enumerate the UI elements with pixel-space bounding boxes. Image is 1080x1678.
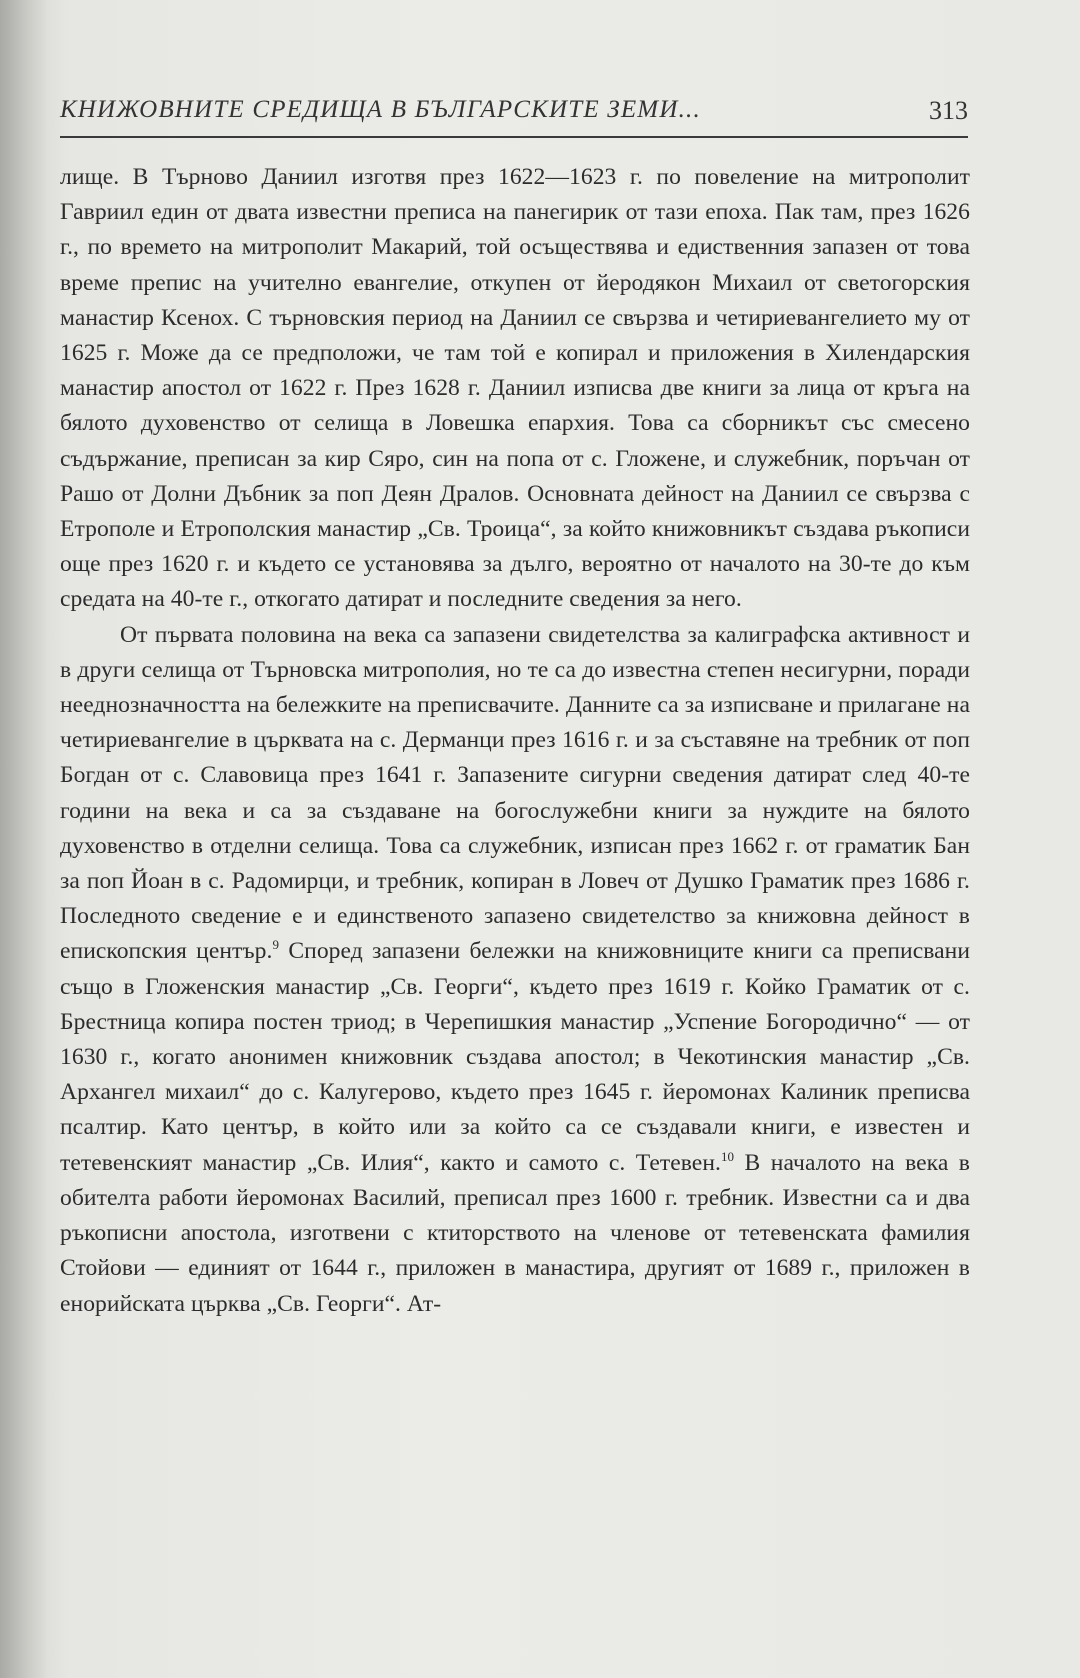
running-head: КНИЖОВНИТЕ СРЕДИЩА В БЪЛГАРСКИТЕ ЗЕМИ...	[60, 96, 701, 123]
gutter-shadow	[0, 0, 48, 1678]
body-text	[60, 160, 970, 1322]
paragraph-2-part-1: От първата половина на века са запазени свидетелства за калиграфска активност и в други селища от Търновска митрополия, но те са до известна степен несигурни, поради нееднозначността на бележките на преписвачите. Данните са за изписване и прилагане на четириевангелие в църквата на с. Дерманци през 1616 г. и за съставяне на требник от поп Богдан от с. Славовица през 1641 г. Запазените сигурни сведения датират след 40-те години на века и са за създаване на богослужебни книги за нуждите на бялото духовенство в отделни селища. Това са служебник, изписан през 1662 г. от граматик Бан за поп Йоан в с. Радомирци, и требник, копиран в Ловеч от Душко Граматик през 1686 г. Последното сведение е и единственото запазено свидетелство за книжовна дейност в епископския център.	[60, 621, 970, 965]
footnote-marker-9: 9	[272, 937, 280, 953]
paragraph-2-part-3: В началото на века в обителта работи йеромонах Василий, преписал през 1600 г. требник. Известни са и два ръкописни апостола, изготвени с ктиторството на членове от тетевенската фамилия Стойови — единият от 1644 г., приложен в манастира, другият от 1689 г., приложен в енорийската църква „Св. Георги“. Ат-	[60, 1149, 971, 1317]
page-number: 313	[929, 96, 968, 125]
paragraph-2	[60, 618, 970, 1322]
page-header	[60, 92, 968, 138]
paragraph-1: лище. В Търново Даниил изготвя през 1622—1623 г. по повеление на митрополит Гавриил един от двата известни преписа на панегирик от тази епоха. Пак там, през 1626 г., по времето на митрополит Макарий, той осъществява и едиственния запазен от това време препис на учително евангелие, откупен от йеродякон Михаил от светогорския манастир Ксенох. С търновския период на Даниил се свързва и четириевангелието му от 1625 г. Може да се предположи, че там той е копирал и приложения в Хилендарския манастир апостол от 1622 г. През 1628 г. Даниил изписва две книги за лица от кръга на бялото духовенство от селища в Ловешка епархия. Това са сборникът със смесено съдържание, преписан за кир Сяро, син на попа от с. Гложене, и служебник, поръчан от Рашо от Долни Дъбник за поп Деян Дралов. Основната дейност на Даниил се свързва с Етрополе и Етрополския манастир „Св. Троица“, за който книжовникът създава ръкописи още през 1620 г. и където се установява за дълго, вероятно от началото на 30-те до към средата на 40-те г., откогато датират и последните сведения за него.	[60, 164, 970, 613]
paragraph-2-part-2: Според запазени бележки на книжовниците книги са преписвани също в Гложенския манастир „Св. Георги“, където през 1619 г. Койко Граматик от с. Брестница копира постен триод; в Черепишкия манастир „Успение Богородично“ — от 1630 г., когато анонимен книжовник създава апостол; в Чекотинския манастир „Св. Архангел михаил“ до с. Калугерово, където през 1645 г. йеромонах Калиник преписва псалтир. Като център, в който или за който са се създавали книги, е известен и тетевенският манастир „Св. Илия“, както и самото с. Тетевен.	[60, 938, 970, 1176]
footnote-marker-10: 10	[720, 1148, 735, 1164]
